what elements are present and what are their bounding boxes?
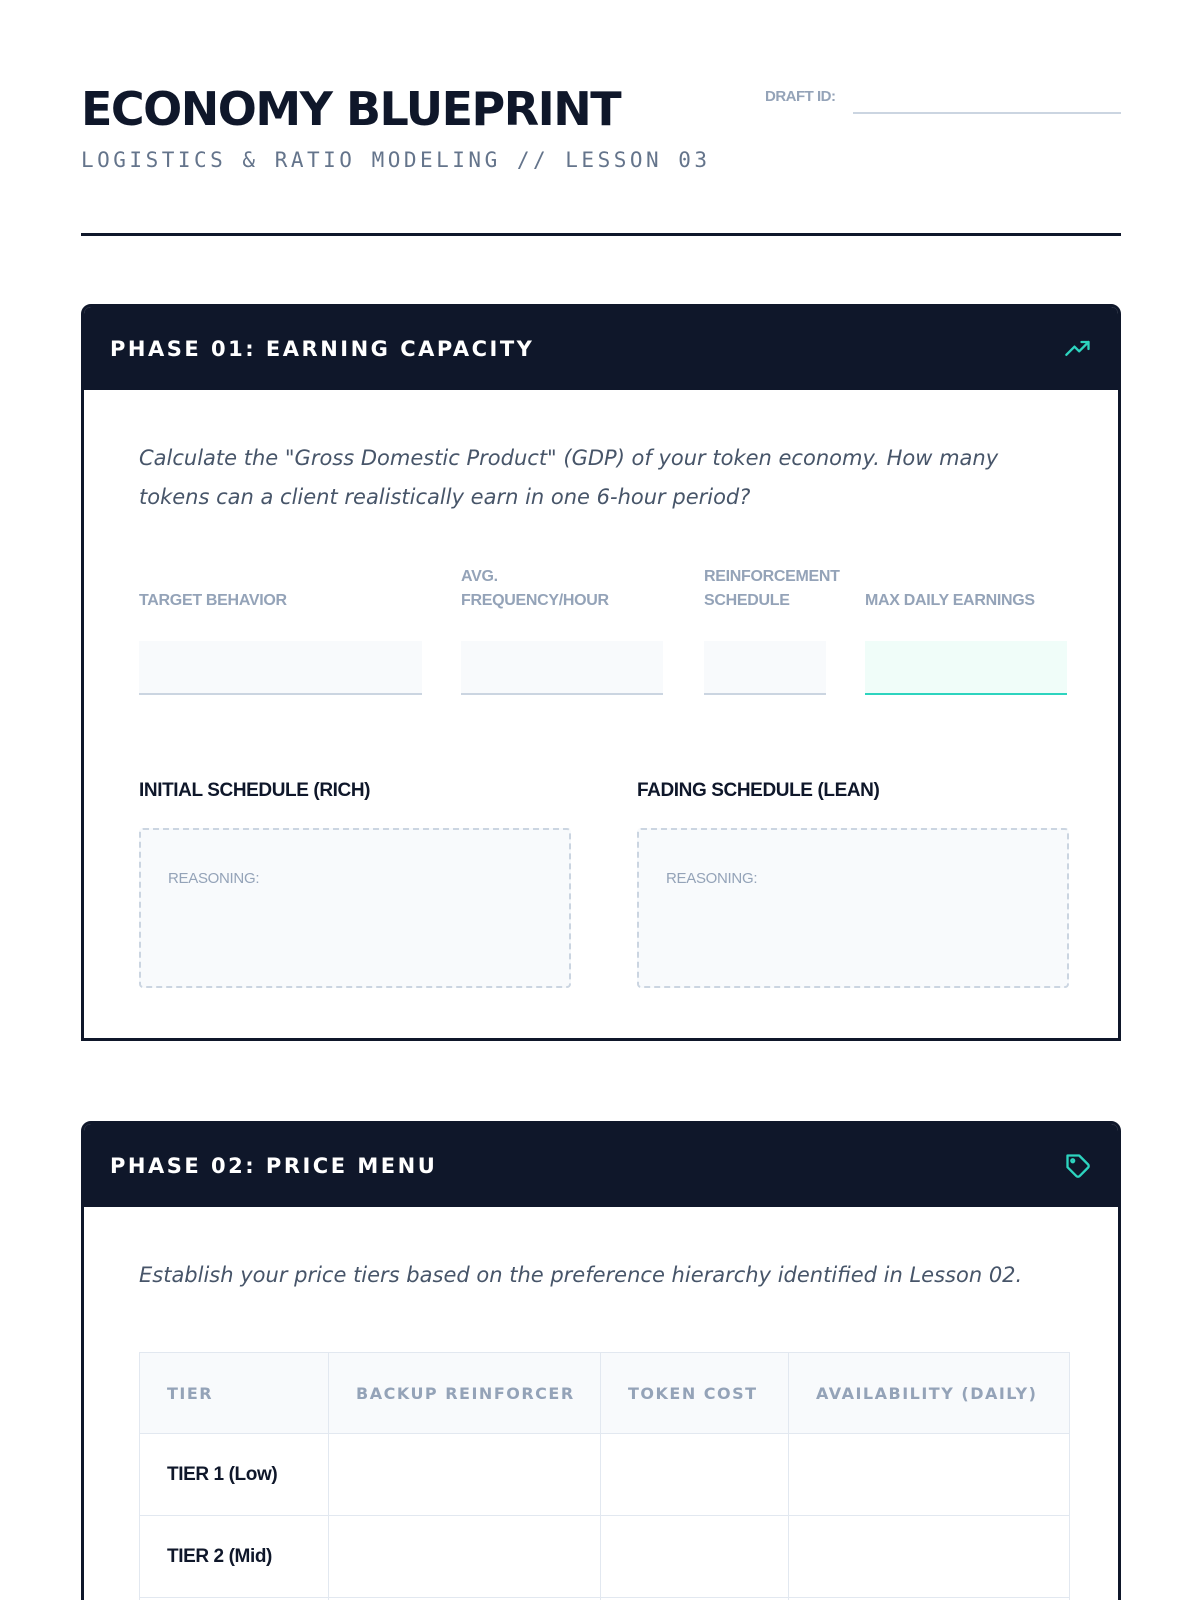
reinforcement-schedule-label-line1: REINFORCEMENT [704,568,840,585]
avg-frequency-input[interactable] [461,641,663,695]
column-header-availability: AVAILABILITY (DAILY) [789,1353,1070,1434]
column-header-token-cost: TOKEN COST [601,1353,789,1434]
initial-schedule-label: INITIAL SCHEDULE (RICH) [139,780,371,801]
max-daily-earnings-input[interactable] [865,641,1067,695]
initial-reasoning-box[interactable] [139,828,571,988]
tier-cell: TIER 1 (Low) [140,1434,329,1516]
target-behavior-input[interactable] [139,641,422,695]
column-header-backup-reinforcer: BACKUP REINFORCER [329,1353,601,1434]
phase-02-title: PHASE 02: PRICE MENU [110,1154,438,1178]
fading-reasoning-label: REASONING: [666,870,758,887]
token-cost-cell[interactable] [601,1516,789,1598]
phase-01-header [84,307,1118,390]
table-header-row [140,1353,1070,1434]
reinforcement-schedule-label-line2: SCHEDULE [704,592,790,609]
phase-02-intro: Establish your price tiers based on the preference hierarchy identified in Lesson 02. [139,1263,1023,1287]
fading-schedule-label: FADING SCHEDULE (LEAN) [637,780,880,801]
draft-id-field[interactable] [765,88,1121,114]
table-row [140,1516,1070,1598]
page-subtitle: LOGISTICS & RATIO MODELING // LESSON 03 [81,148,711,172]
worksheet-page [81,0,1121,1567]
availability-cell[interactable] [789,1434,1070,1516]
phase-02-header [84,1124,1118,1207]
avg-frequency-label [461,565,609,613]
phase-01-title: PHASE 01: EARNING CAPACITY [110,337,535,361]
initial-reasoning-label: REASONING: [168,870,260,887]
avg-frequency-label-line2: FREQUENCY/HOUR [461,592,609,609]
target-behavior-label: TARGET BEHAVIOR [139,592,287,609]
page-header [81,0,1121,238]
phase-01-card [81,304,1121,1041]
fading-reasoning-box[interactable] [637,828,1069,988]
token-cost-cell[interactable] [601,1434,789,1516]
draft-id-label: DRAFT ID: [765,88,836,105]
backup-reinforcer-cell[interactable] [329,1516,601,1598]
phase-01-intro: Calculate the "Gross Domestic Product" (GDP) of your token economy. How many tokens can a client realistically earn in one 6-hour period? [139,446,999,509]
draft-id-input-line[interactable] [853,112,1121,114]
page-title: ECONOMY BLUEPRINT [81,82,621,136]
reinforcement-schedule-input[interactable] [704,641,826,695]
max-daily-earnings-label: MAX DAILY EARNINGS [865,592,1035,609]
trending-up-icon [1064,335,1092,363]
tag-icon [1064,1152,1092,1180]
column-header-tier: TIER [140,1353,329,1434]
phase-02-card [81,1121,1121,1600]
availability-cell[interactable] [789,1516,1070,1598]
header-divider [81,233,1121,236]
reinforcement-schedule-label [704,565,840,613]
backup-reinforcer-cell[interactable] [329,1434,601,1516]
price-menu-table [139,1352,1070,1600]
table-row [140,1434,1070,1516]
tier-cell: TIER 2 (Mid) [140,1516,329,1598]
avg-frequency-label-line1: AVG. [461,568,498,585]
